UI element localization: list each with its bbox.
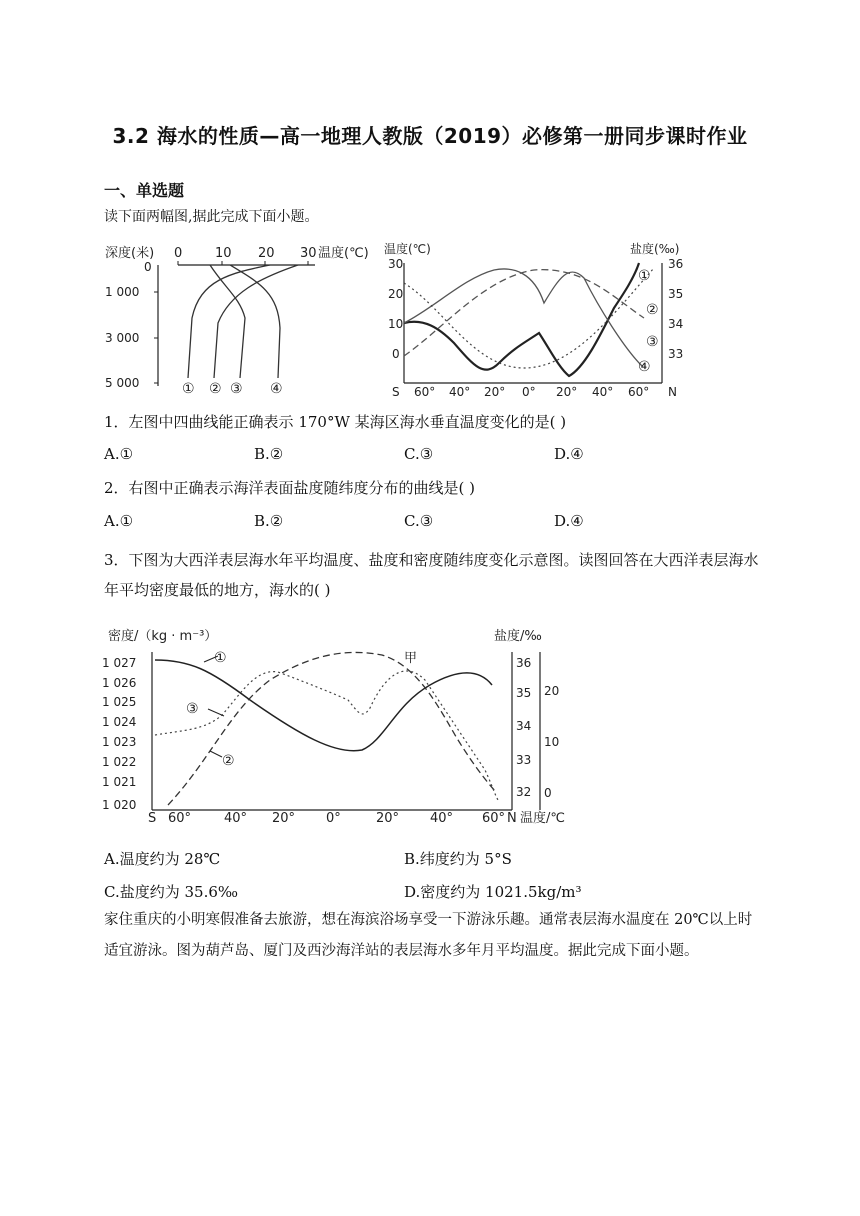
right-tick: 36 xyxy=(668,257,684,271)
option-a[interactable]: A.① xyxy=(104,445,134,463)
curve-label-3: ③ xyxy=(186,701,199,717)
curve-label-4: ④ xyxy=(270,381,283,397)
curve-3-salinity xyxy=(155,671,498,800)
y-tick: 0 xyxy=(144,260,152,274)
x-tick: 60° xyxy=(414,385,436,399)
left-tick: 20 xyxy=(388,287,404,301)
curve-label-1: ① xyxy=(182,381,195,397)
option-c[interactable]: C.③ xyxy=(404,445,434,463)
question-2-options xyxy=(104,512,744,530)
temp-axis-label: 温度(℃) xyxy=(384,242,431,256)
density-tick: 1 025 xyxy=(102,695,137,709)
temp-axis-label: 温度(℃) xyxy=(318,246,369,261)
y-tick: 1 000 xyxy=(105,285,140,299)
depth-axis-label: 深度(米) xyxy=(105,246,155,261)
x-tick: 20° xyxy=(556,385,578,399)
temperature-tick: 0 xyxy=(544,786,552,800)
density-tick: 1 023 xyxy=(102,735,137,749)
density-axis-label: 密度/（kg · m⁻³） xyxy=(108,629,218,644)
y-tick: 3 000 xyxy=(105,331,140,345)
x-tick: 40° xyxy=(592,385,614,399)
temperature-axis-label: 温度/℃ xyxy=(520,811,565,826)
salinity-tick: 36 xyxy=(516,656,532,670)
question-3-stem: 3．下图为大西洋表层海水年平均温度、盐度和密度随纬度变化示意图。读图回答在大西洋表层海水年平均密度最低的地方，海水的( ) xyxy=(104,551,759,599)
x-tick: 60° xyxy=(482,811,506,826)
temperature-tick: 10 xyxy=(544,735,560,749)
y-tick: 5 000 xyxy=(105,376,140,390)
north-label: N xyxy=(507,811,517,826)
right-tick: 35 xyxy=(668,287,684,301)
reading-passage: 家住重庆的小明寒假准备去旅游，想在海滨浴场享受一下游泳乐趣。通常表层海水温度在 20℃以上时适宜游泳。图为葫芦岛、厦门及西沙海洋站的表层海水多年月平均温度。据此完成下面小题。 xyxy=(104,912,753,959)
option-d[interactable]: D.④ xyxy=(554,512,584,530)
curve-2-temperature xyxy=(168,652,496,805)
curve-label-2: ② xyxy=(209,381,222,397)
x-tick: 0° xyxy=(522,385,536,399)
option-d[interactable]: D.④ xyxy=(554,445,584,463)
section-heading: 一、单选题 xyxy=(104,181,185,200)
density-tick: 1 024 xyxy=(102,715,137,729)
figure-vertical-temperature xyxy=(100,238,380,400)
salinity-axis-label: 盐度/‰ xyxy=(494,629,542,644)
x-tick: 0 xyxy=(174,246,183,261)
north-label: N xyxy=(668,385,677,399)
jia-label: 甲 xyxy=(404,651,418,666)
question-3-options-row-2 xyxy=(104,881,744,902)
curve-label-1: ① xyxy=(214,650,227,666)
curve-label-1: ① xyxy=(638,268,651,284)
option-d[interactable]: D.密度约为 1021.5kg/m³ xyxy=(404,883,582,901)
question-1-stem: 1．左图中四曲线能正确表示 170°W 某海区海水垂直温度变化的是( ) xyxy=(104,413,567,431)
option-b[interactable]: B.纬度约为 5°S xyxy=(404,850,512,868)
option-b[interactable]: B.② xyxy=(254,445,284,463)
south-label: S xyxy=(148,811,157,826)
density-tick: 1 022 xyxy=(102,755,137,769)
curve-label-3: ③ xyxy=(230,381,243,397)
left-tick: 30 xyxy=(388,257,404,271)
option-c[interactable]: C.③ xyxy=(404,512,434,530)
question-1-options xyxy=(104,445,744,463)
question-3-options-row-1 xyxy=(104,848,744,869)
x-tick: 0° xyxy=(326,811,341,826)
left-tick: 0 xyxy=(392,347,400,361)
x-tick: 20° xyxy=(272,811,296,826)
x-tick: 30 xyxy=(300,246,317,261)
density-tick: 1 026 xyxy=(102,676,137,690)
salinity-tick: 32 xyxy=(516,785,532,799)
curve-1-salinity xyxy=(404,263,639,376)
curve-4 xyxy=(230,265,280,378)
x-tick: 40° xyxy=(430,811,454,826)
south-label: S xyxy=(392,385,400,399)
curve-label-2: ② xyxy=(222,753,235,769)
x-tick: 10 xyxy=(215,246,232,261)
x-tick: 20° xyxy=(484,385,506,399)
curve-2-temperature xyxy=(404,269,642,366)
right-tick: 34 xyxy=(668,317,684,331)
option-a[interactable]: A.① xyxy=(104,512,134,530)
x-tick: 60° xyxy=(168,811,192,826)
temperature-tick: 20 xyxy=(544,684,560,698)
left-tick: 10 xyxy=(388,317,404,331)
salinity-tick: 33 xyxy=(516,753,532,767)
x-tick: 40° xyxy=(449,385,471,399)
option-b[interactable]: B.② xyxy=(254,512,284,530)
option-a[interactable]: A.温度约为 28℃ xyxy=(104,850,221,868)
option-c[interactable]: C.盐度约为 35.6‰ xyxy=(104,883,239,901)
x-tick: 40° xyxy=(224,811,248,826)
density-tick: 1 021 xyxy=(102,775,137,789)
salinity-tick: 35 xyxy=(516,686,532,700)
curve-label-4: ④ xyxy=(638,359,651,375)
x-tick: 20 xyxy=(258,246,275,261)
x-tick: 60° xyxy=(628,385,650,399)
x-tick: 20° xyxy=(376,811,400,826)
question-2-stem: 2．右图中正确表示海洋表面盐度随纬度分布的曲线是( ) xyxy=(104,479,476,497)
curve-label-3: ③ xyxy=(646,334,659,350)
figure-atlantic-density xyxy=(100,620,590,830)
density-tick: 1 020 xyxy=(102,798,137,812)
page-title: 3.2 海水的性质—高一地理人教版（2019）必修第一册同步课时作业 xyxy=(112,124,748,148)
salinity-tick: 34 xyxy=(516,719,532,733)
figure-latitude-distribution xyxy=(384,238,694,400)
density-tick: 1 027 xyxy=(102,656,137,670)
curve-4-dotted xyxy=(404,268,654,368)
intro-text: 读下面两幅图,据此完成下面小题。 xyxy=(104,209,319,225)
right-tick: 33 xyxy=(668,347,684,361)
salinity-axis-label: 盐度(‰) xyxy=(630,242,680,256)
curve-label-2: ② xyxy=(646,302,659,318)
